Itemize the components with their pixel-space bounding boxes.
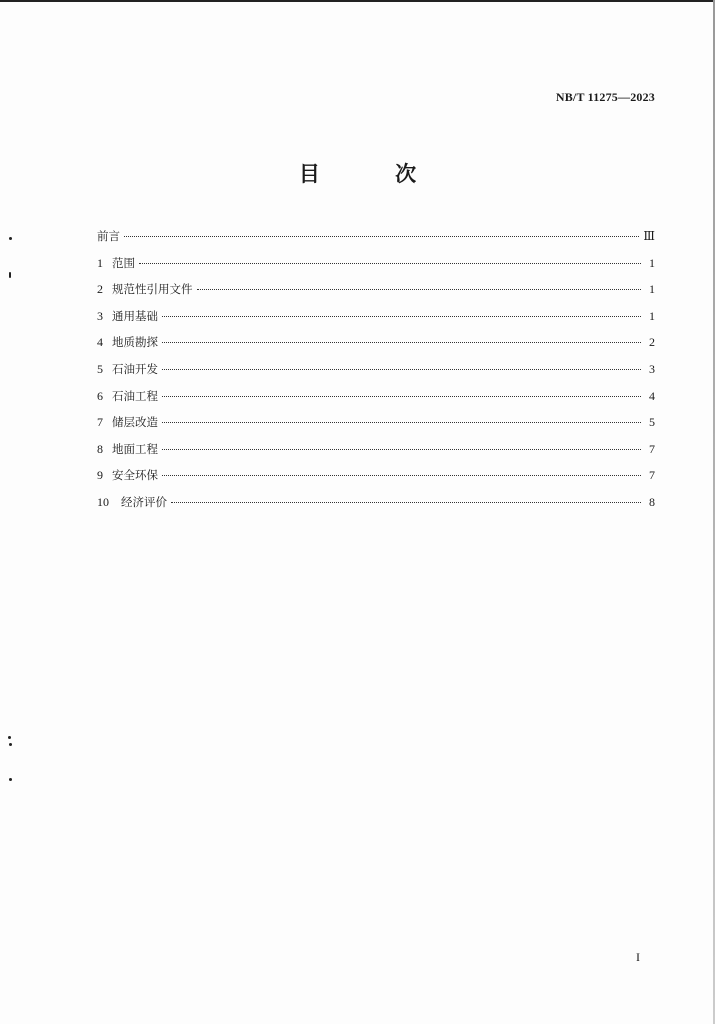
toc-entry-page: 5 [649, 415, 655, 430]
toc-entry-number: 4 [97, 335, 103, 350]
toc-entry-3[interactable] [97, 308, 655, 335]
toc-entry-8[interactable] [97, 441, 655, 468]
toc-entry-number: 9 [97, 468, 103, 483]
toc-entry-page: 7 [649, 468, 655, 483]
toc-entry-label: 储层改造 [112, 415, 158, 430]
toc-entry-9[interactable] [97, 467, 655, 494]
toc-entry-number: 1 [97, 255, 103, 270]
toc-leader-dots [162, 475, 641, 476]
toc-leader-dots [162, 449, 641, 450]
top-border-line [0, 0, 715, 2]
toc-entry-page: 1 [649, 255, 655, 270]
toc-entry-label: 前言 [97, 229, 120, 243]
toc-entry-label: 石油开发 [112, 361, 158, 376]
toc-entry-label: 经济评价 [121, 494, 167, 509]
toc-entry-page: 1 [649, 282, 655, 297]
scan-speck [9, 237, 12, 240]
scan-speck [9, 272, 11, 278]
scan-speck [8, 736, 11, 739]
toc-leader-dots [162, 316, 641, 317]
toc-entry-page: 3 [649, 361, 655, 376]
toc-entry-foreword[interactable] [97, 228, 655, 255]
toc-entry-page: 7 [649, 441, 655, 456]
toc-entry-label: 安全环保 [112, 468, 158, 483]
scan-speck [9, 743, 12, 746]
toc-entry-label: 范围 [112, 255, 135, 270]
toc-entry-number: 3 [97, 308, 103, 323]
toc-entry-page: 4 [649, 388, 655, 403]
toc-entry-label: 地面工程 [112, 441, 158, 456]
toc-leader-dots [171, 502, 641, 503]
toc-entry-number: 2 [97, 282, 103, 297]
toc-entry-1[interactable] [97, 255, 655, 282]
toc-entry-number: 6 [97, 388, 103, 403]
toc-leader-dots [162, 422, 641, 423]
toc-entry-number: 7 [97, 415, 103, 430]
toc-leader-dots [162, 342, 641, 343]
toc-leader-dots [124, 236, 639, 237]
toc-entry-label: 地质勘探 [112, 335, 158, 350]
toc-entry-7[interactable] [97, 414, 655, 441]
scan-speck [9, 778, 12, 781]
toc-entry-label: 规范性引用文件 [112, 282, 193, 297]
toc-entry-number: 5 [97, 361, 103, 376]
toc-entry-page: 2 [649, 335, 655, 350]
toc-entry-5[interactable] [97, 361, 655, 388]
table-of-contents [97, 228, 655, 521]
toc-entry-4[interactable] [97, 334, 655, 361]
toc-leader-dots [162, 396, 641, 397]
toc-entry-label: 通用基础 [112, 308, 158, 323]
toc-entry-page: 1 [649, 308, 655, 323]
toc-leader-dots [162, 369, 641, 370]
toc-entry-6[interactable] [97, 388, 655, 415]
toc-entry-page: 8 [649, 494, 655, 509]
page-number: I [636, 950, 640, 964]
toc-leader-dots [139, 263, 641, 264]
toc-entry-page: Ⅲ [643, 229, 655, 243]
toc-entry-number: 8 [97, 441, 103, 456]
toc-leader-dots [197, 289, 642, 290]
toc-entry-10[interactable] [97, 494, 655, 521]
toc-entry-label: 石油工程 [112, 388, 158, 403]
toc-title: 目 次 [298, 162, 451, 186]
toc-entry-number: 10 [97, 494, 109, 509]
toc-entry-2[interactable] [97, 281, 655, 308]
standard-number: NB/T 11275—2023 [555, 90, 655, 104]
